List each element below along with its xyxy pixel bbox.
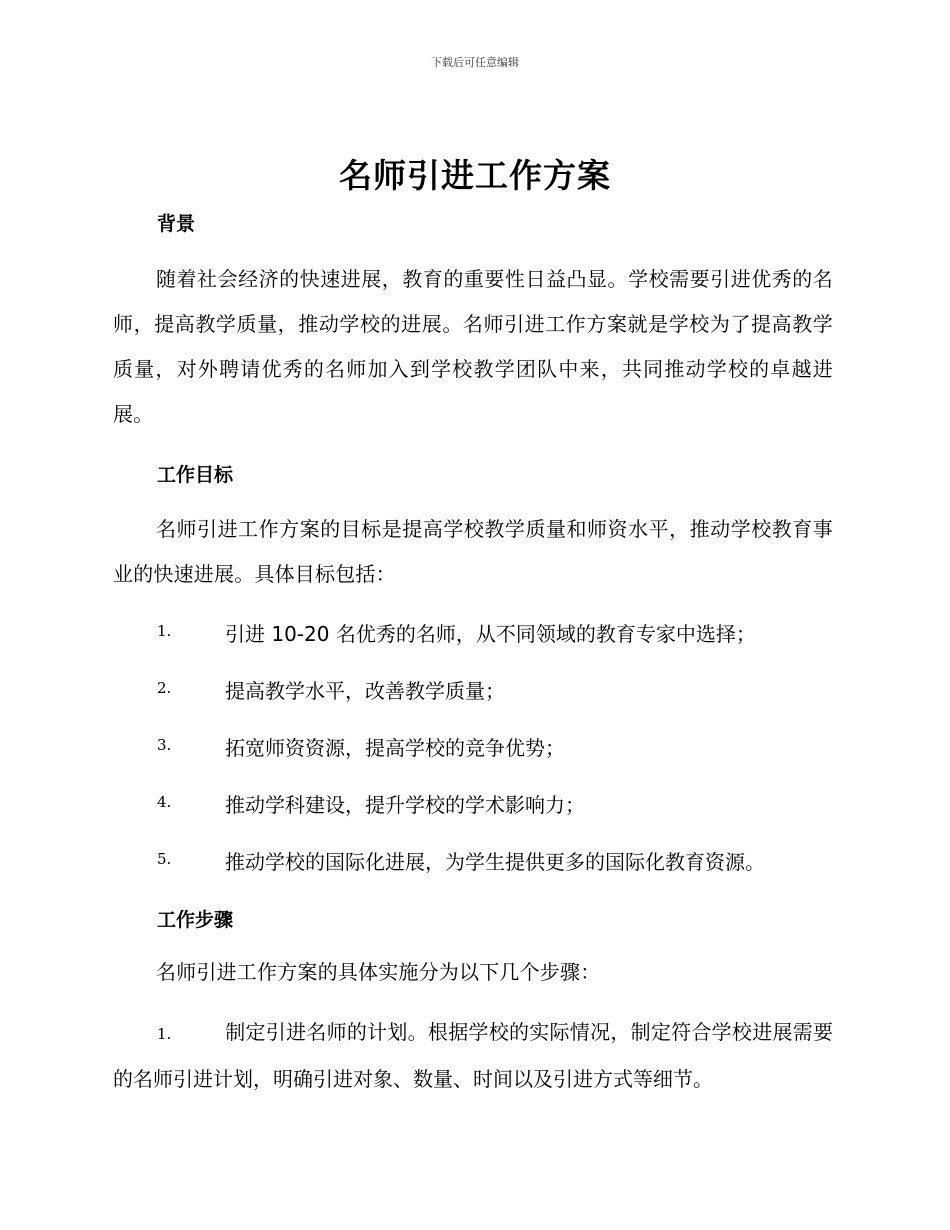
section-heading-background: 背景: [157, 213, 196, 235]
list-item-text: 制定引进名师的计划。根据学校的实际情况，制定符合学校进展需要的名师引进计划，明确引进对象、数量、时间以及引进方式等细节。: [113, 1020, 833, 1091]
list-item-text: 推动学校的国际化进展，为学生提供更多的国际化教育资源。: [225, 850, 765, 874]
section-heading-steps: 工作步骤: [157, 909, 234, 931]
list-number: 4.: [157, 793, 172, 811]
list-item-text: 拓宽师资资源，提高学校的竞争优势；: [225, 736, 565, 760]
section-heading-goals: 工作目标: [157, 464, 234, 486]
page-header-note: 下载后可任意编辑: [431, 56, 519, 69]
list-number: 1.: [157, 1025, 172, 1043]
goals-intro-paragraph: 名师引进工作方案的目标是提高学校教学质量和师资水平，推动学校教育事业的快速进展。具体目标包括：: [113, 517, 833, 586]
goal-list-item: [157, 675, 837, 715]
step-list-item: [113, 1010, 833, 1102]
list-number: 3.: [157, 736, 172, 754]
list-number: 1.: [157, 622, 172, 640]
document-title: 名师引进工作方案: [339, 156, 611, 195]
steps-intro-paragraph: 名师引进工作方案的具体实施分为以下几个步骤：: [156, 960, 601, 984]
background-paragraph: 随着社会经济的快速进展，教育的重要性日益凸显。学校需要引进优秀的名师，提高教学质量，推动学校的进展。名师引进工作方案就是学校为了提高教学质量，对外聘请优秀的名师加入到学校教学团队中来，共同推动学校的卓越进展。: [113, 267, 833, 426]
goal-list-item: [157, 732, 837, 772]
goal-list-item: [157, 846, 837, 886]
list-item-text: 推动学科建设，提升学校的学术影响力；: [225, 793, 585, 817]
goal-list-item: [157, 618, 837, 658]
list-item-text: 提高教学水平，改善教学质量；: [225, 679, 505, 703]
list-number: 2.: [157, 679, 172, 697]
list-item-text: 引进 10-20 名优秀的名师，从不同领域的教育专家中选择；: [225, 622, 756, 646]
list-number: 5.: [157, 850, 172, 868]
goal-list-item: [157, 789, 837, 829]
